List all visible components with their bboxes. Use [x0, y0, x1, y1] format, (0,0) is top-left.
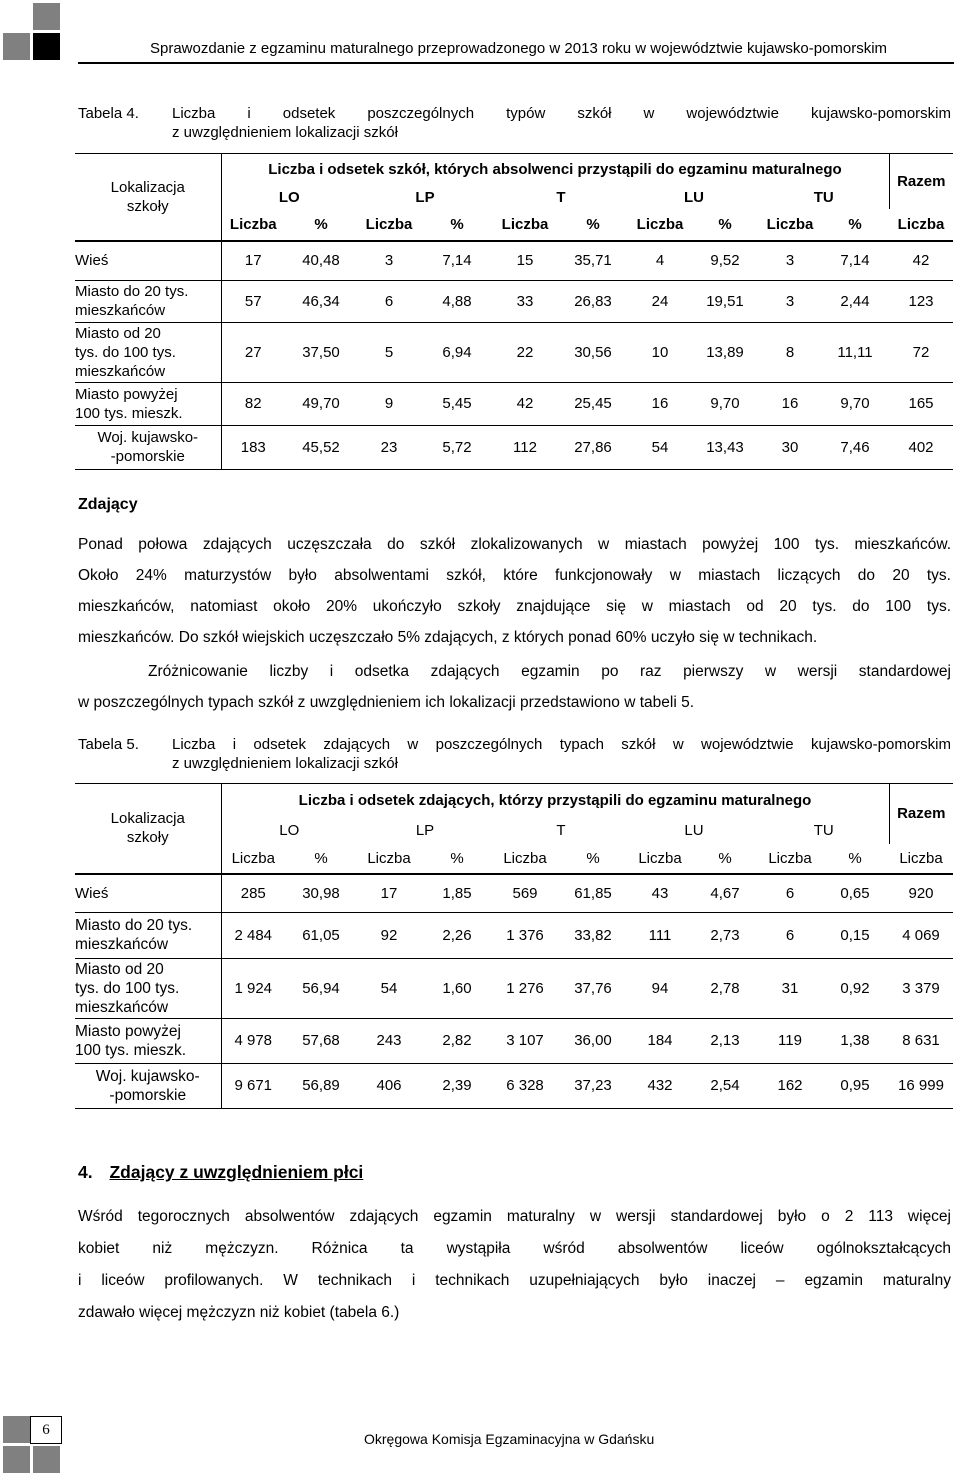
section4-number: 4.: [78, 1162, 93, 1182]
table5-label: Tabela 5.: [78, 736, 139, 753]
table5-caption-line1: Liczba i odsetek zdających w poszczególnych typach szkół w województwie kujawsko-pomorskim: [172, 736, 951, 753]
cell: 16: [651, 395, 669, 412]
sub-header: Liczba: [229, 216, 277, 233]
cell: 402: [908, 438, 934, 456]
cell: 9,70: [840, 395, 870, 412]
table-row: [75, 874, 953, 912]
type-header: LO: [279, 822, 300, 839]
cell: 57: [244, 292, 262, 310]
cell: 40,48: [302, 252, 340, 270]
cell: 15: [516, 252, 534, 270]
cell: 19,51: [706, 292, 744, 310]
footer-square-grey-3: [33, 1446, 60, 1473]
cell: 30,56: [574, 343, 612, 361]
sub-header: Liczba: [899, 850, 943, 867]
sub-header: %: [718, 850, 732, 867]
sub-header: Liczba: [897, 216, 945, 233]
cell: 33,82: [574, 926, 612, 944]
cell: 6: [785, 884, 795, 902]
cell: 6: [384, 292, 394, 310]
table5-top-rule: [75, 783, 953, 784]
cell: 165: [908, 395, 934, 412]
table-row: [75, 425, 953, 469]
sub-header: %: [450, 850, 464, 867]
group-header: Liczba i odsetek zdających, którzy przystąpili do egzaminu maturalnego: [298, 791, 812, 809]
sub-header: Liczba: [768, 850, 812, 867]
cell: 54: [380, 979, 398, 997]
cell: 6,94: [442, 343, 472, 361]
type-header: TU: [813, 822, 834, 839]
type-header: LP: [415, 188, 435, 206]
cell: 123: [908, 292, 934, 310]
cell: 4 069: [902, 926, 940, 944]
section4-paragraph: [78, 1201, 951, 1329]
cell: 5: [384, 343, 394, 361]
cell: 72: [912, 343, 930, 361]
footer-text: Okręgowa Komisja Egzaminacyjna w Gdańsku: [364, 1431, 655, 1447]
cell: 9,52: [710, 252, 740, 270]
cell: 35,71: [574, 252, 612, 270]
sub-header: Liczba: [365, 216, 413, 233]
cell: 1 376: [506, 926, 544, 944]
cell: 42: [516, 395, 534, 412]
cell: 2,26: [442, 926, 472, 944]
cell: 5,45: [442, 395, 472, 412]
paragraph-line: mieszkańców. Do szkół wiejskich uczęszczało 5% zdających, z których ponad 60% uczyło się w technikach.: [78, 629, 818, 646]
sub-header: %: [848, 850, 862, 867]
table-row: [75, 912, 953, 958]
cell: 92: [380, 926, 398, 944]
total-header: Razem: [889, 153, 953, 209]
sub-header: Liczba: [367, 850, 411, 867]
table-row: [75, 1018, 953, 1063]
cell: 13,89: [706, 343, 744, 361]
cell: 27: [244, 343, 262, 361]
cell: 13,43: [706, 438, 744, 456]
zdajacy-paragraph-2: [78, 656, 951, 718]
cell: 4,67: [710, 884, 740, 902]
header-rule: [78, 62, 954, 64]
sub-header: Liczba: [638, 850, 682, 867]
table4: [75, 153, 953, 470]
paragraph-line: Około 24% maturzystów było absolwentami szkół, które funkcjonowały w miastach liczących do 20 tys.: [78, 567, 951, 584]
cell: 1,38: [840, 1032, 870, 1049]
paragraph-line: zdawało więcej mężczyzn niż kobiet (tabela 6.): [78, 1304, 400, 1321]
paragraph-line: Zróżnicowanie liczby i odsetka zdających egzamin po raz pierwszy w wersji standardowej: [148, 663, 951, 680]
cell: 183: [240, 438, 266, 456]
table-row: [75, 1063, 953, 1108]
cell: 56,89: [302, 1077, 340, 1094]
sub-header: %: [718, 216, 732, 233]
cell: 16: [781, 395, 799, 412]
cell: 0,95: [840, 1077, 870, 1094]
cell: 3 107: [506, 1032, 544, 1049]
cell: 569: [512, 884, 538, 902]
table5-caption: [78, 735, 951, 775]
cell: 2,82: [442, 1032, 472, 1049]
cell: 7,46: [840, 438, 870, 456]
table-row: [75, 280, 953, 322]
cell: 1 924: [234, 979, 273, 997]
cell: 406: [376, 1077, 402, 1094]
logo-square-bottom-right: [33, 33, 60, 60]
row-location: Woj. kujawsko- -pomorskie: [75, 425, 221, 469]
cell: 1,85: [442, 884, 472, 902]
cell: 82: [244, 395, 262, 412]
cell: 432: [647, 1077, 673, 1094]
cell: 27,86: [574, 438, 612, 456]
cell: 23: [380, 438, 398, 456]
cell: 49,70: [302, 395, 340, 412]
type-header: T: [556, 822, 566, 839]
sub-header: Liczba: [501, 216, 549, 233]
cell: 2,44: [840, 292, 870, 310]
cell: 111: [648, 926, 672, 944]
paragraph-line: i liceów profilowanych. W technikach i technikach uzupełniających było inaczej – egzamin maturalny: [78, 1272, 951, 1289]
table5: [75, 783, 953, 1109]
sub-header: %: [450, 216, 464, 233]
table4-caption: [78, 104, 951, 144]
table-row: [75, 241, 953, 280]
paragraph-line: mieszkańców, natomiast około 20% ukończyło szkoły znajdujące się w miastach od 20 tys. do 100 tys.: [78, 598, 951, 615]
table-row: [75, 382, 953, 425]
cell: 8: [785, 343, 795, 361]
row-location: Miasto powyżej 100 tys. mieszk.: [75, 382, 221, 425]
cell: 37,50: [302, 343, 340, 361]
sub-header: %: [848, 216, 862, 233]
cell: 26,83: [574, 292, 612, 310]
cell: 4 978: [234, 1032, 273, 1049]
cell: 37,23: [574, 1077, 612, 1094]
type-header: LP: [415, 822, 435, 839]
cell: 61,85: [574, 884, 612, 902]
sub-header: Liczba: [636, 216, 684, 233]
section4-title: Zdający z uwzględnieniem płci: [109, 1162, 364, 1182]
cell: 46,34: [302, 292, 340, 310]
table-row: [75, 322, 953, 382]
cell: 9 671: [234, 1077, 273, 1094]
cell: 30,98: [302, 884, 340, 902]
cell: 5,72: [442, 438, 472, 456]
loc-header: Lokalizacja szkoły: [75, 783, 221, 874]
footer-square-grey-1: [3, 1416, 30, 1443]
table4-caption-line2: z uwzględnieniem lokalizacji szkół: [172, 124, 398, 141]
cell: 7,14: [840, 252, 870, 270]
type-header: T: [556, 188, 566, 206]
page-number: 6: [30, 1416, 62, 1444]
row-location: Miasto od 20 tys. do 100 tys. mieszkańców: [75, 958, 221, 1018]
cell: 3 379: [902, 979, 940, 997]
sub-header: %: [586, 216, 600, 233]
cell: 25,45: [574, 395, 612, 412]
section-heading-zdajacy: Zdający: [78, 496, 138, 513]
cell: 6 328: [506, 1077, 544, 1094]
cell: 2,13: [710, 1032, 740, 1049]
table5-caption-line2: z uwzględnieniem lokalizacji szkół: [172, 755, 398, 772]
logo-square-bottom-left: [3, 33, 30, 60]
cell: 0,65: [840, 884, 870, 902]
row-location: Miasto powyżej 100 tys. mieszk.: [75, 1018, 221, 1063]
type-header: TU: [813, 188, 834, 206]
paragraph-line: w poszczególnych typach szkół z uwzględnieniem ich lokalizacji przedstawiono w tabeli 5.: [78, 694, 694, 711]
paragraph-line: kobiet niż mężczyzn. Różnica ta wystąpiła wśród absolwentów liceów ogólnokształcących: [78, 1240, 951, 1257]
group-header: Liczba i odsetek szkół, których absolwenci przystąpili do egzaminu maturalnego: [268, 160, 842, 178]
cell: 8 631: [902, 1032, 940, 1049]
cell: 3: [785, 252, 795, 270]
type-header: LU: [684, 188, 704, 206]
cell: 56,94: [302, 979, 340, 997]
running-header: Sprawozdanie z egzaminu maturalnego przeprowadzonego w 2013 roku w województwie kujawsko-pomorskim: [150, 40, 888, 57]
cell: 33: [516, 292, 534, 310]
type-header: LU: [684, 822, 704, 839]
sub-header: Liczba: [766, 216, 814, 233]
section4-heading: [78, 1162, 363, 1183]
cell: 0,92: [840, 979, 870, 997]
cell: 17: [244, 252, 262, 270]
cell: 54: [651, 438, 669, 456]
sub-header: %: [314, 216, 328, 233]
cell: 2,78: [710, 979, 740, 997]
cell: 112: [513, 438, 537, 456]
cell: 4,88: [442, 292, 472, 310]
cell: 7,14: [442, 252, 472, 270]
row-location: Woj. kujawsko- -pomorskie: [75, 1063, 221, 1108]
table4-label: Tabela 4.: [78, 105, 139, 122]
cell: 42: [912, 252, 930, 270]
cell: 31: [781, 979, 799, 997]
sub-header: Liczba: [231, 850, 275, 867]
type-header: LO: [278, 188, 300, 206]
row-location: Wieś: [75, 241, 221, 280]
footer-square-grey-2: [3, 1446, 30, 1473]
paragraph-line: Wśród tegorocznych absolwentów zdających egzamin maturalny w wersji standardowej było o 2 113 więcej: [78, 1208, 951, 1225]
logo-square-top: [33, 3, 60, 30]
cell: 119: [778, 1032, 802, 1049]
cell: 2 484: [234, 926, 273, 944]
cell: 9: [384, 395, 394, 412]
cell: 6: [785, 926, 795, 944]
sub-header: %: [314, 850, 328, 867]
cell: 184: [647, 1032, 673, 1049]
table-row: [75, 958, 953, 1018]
paragraph-line: Ponad połowa zdających uczęszczała do szkół zlokalizowanych w miastach powyżej 100 tys. mieszkańców.: [78, 536, 951, 553]
cell: 94: [651, 979, 669, 997]
cell: 30: [781, 438, 799, 456]
cell: 1,60: [442, 979, 472, 997]
cell: 37,76: [574, 979, 612, 997]
table4-caption-line1: Liczba i odsetek poszczególnych typów szkół w województwie kujawsko-pomorskim: [172, 105, 951, 122]
cell: 45,52: [302, 438, 340, 456]
cell: 2,73: [710, 926, 740, 944]
cell: 17: [380, 884, 398, 902]
cell: 3: [785, 292, 795, 310]
table4-top-rule: [75, 153, 953, 154]
cell: 243: [376, 1032, 402, 1049]
cell: 1 276: [506, 979, 544, 997]
cell: 57,68: [302, 1032, 340, 1049]
cell: 2,39: [442, 1077, 472, 1094]
row-location: Miasto do 20 tys. mieszkańców: [75, 912, 221, 958]
sub-header: %: [586, 850, 600, 867]
row-location: Wieś: [75, 874, 221, 912]
cell: 920: [908, 884, 934, 902]
cell: 3: [384, 252, 394, 270]
row-location: Miasto od 20 tys. do 100 tys. mieszkańców: [75, 322, 221, 382]
cell: 4: [655, 252, 665, 270]
row-location: Miasto do 20 tys. mieszkańców: [75, 280, 221, 322]
loc-header: Lokalizacja szkoły: [75, 153, 221, 241]
cell: 22: [516, 343, 534, 361]
cell: 43: [651, 884, 669, 902]
cell: 10: [651, 343, 669, 361]
cell: 0,15: [840, 926, 870, 944]
cell: 162: [777, 1077, 803, 1094]
cell: 16 999: [898, 1077, 944, 1094]
zdajacy-paragraph-1: [78, 529, 951, 653]
sub-header: Liczba: [503, 850, 547, 867]
cell: 61,05: [302, 926, 340, 944]
cell: 24: [651, 292, 669, 310]
cell: 36,00: [574, 1032, 612, 1049]
cell: 9,70: [710, 395, 740, 412]
total-header: Razem: [889, 783, 953, 844]
cell: 285: [240, 884, 266, 902]
cell: 11,11: [837, 343, 873, 361]
cell: 2,54: [710, 1077, 740, 1094]
